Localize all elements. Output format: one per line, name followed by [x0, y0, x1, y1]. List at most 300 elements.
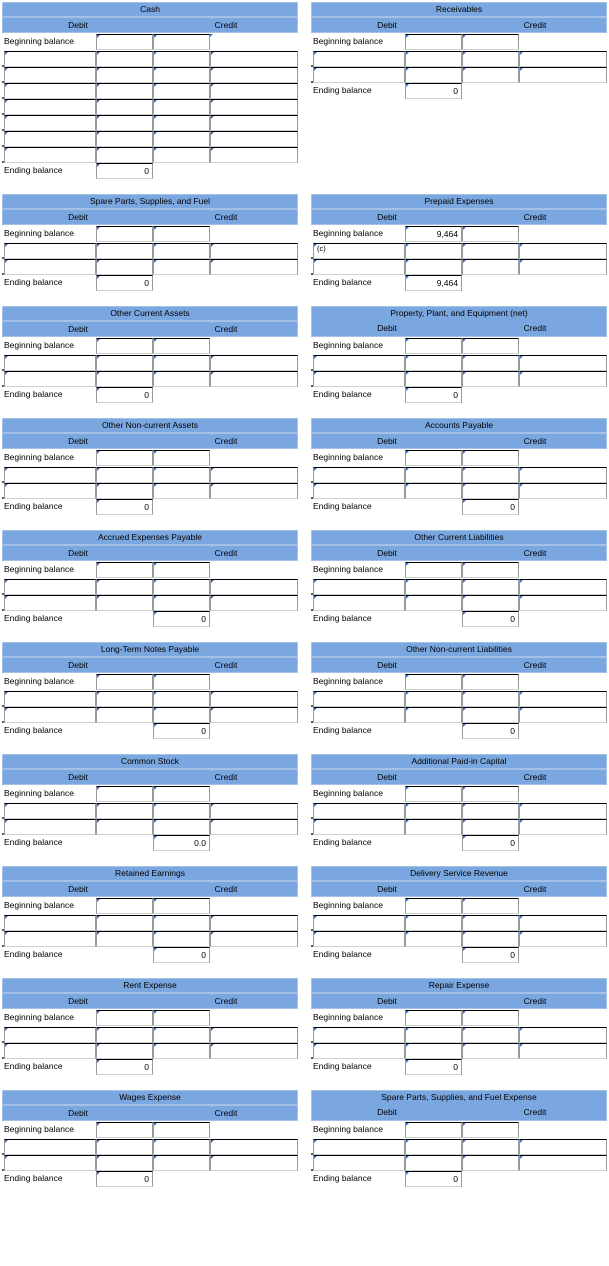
entry-extra-input[interactable] — [210, 595, 298, 611]
entry-extra-input[interactable] — [519, 915, 607, 931]
entry-ref-input[interactable] — [313, 1155, 405, 1171]
credit-header: Credit — [523, 436, 547, 446]
beginning-balance-row — [2, 1010, 298, 1026]
entry-extra-input[interactable] — [519, 803, 607, 819]
entry-extra-input[interactable] — [210, 1027, 298, 1043]
beginning-balance-label: Beginning balance — [4, 900, 74, 910]
entry-debit-input[interactable] — [96, 147, 153, 163]
entry-ref-input[interactable] — [4, 243, 96, 259]
entry-debit-input[interactable] — [405, 931, 462, 947]
account-title: Other Non-current Liabilities — [311, 642, 607, 657]
beginning-debit-input[interactable] — [96, 450, 153, 466]
entry-credit-input[interactable] — [153, 819, 210, 835]
beginning-balance-label: Beginning balance — [4, 340, 74, 350]
beginning-credit-input[interactable] — [462, 450, 519, 466]
entry-credit-input[interactable] — [462, 803, 519, 819]
ending-balance-label: Ending balance — [4, 389, 63, 399]
entry-extra-input[interactable] — [210, 355, 298, 371]
ending-balance-label: Ending balance — [313, 277, 372, 287]
column-headers — [311, 769, 607, 785]
entry-row — [311, 51, 607, 67]
entry-credit-input[interactable] — [153, 1043, 210, 1059]
entry-extra-input[interactable] — [210, 131, 298, 147]
entry-debit-input[interactable] — [405, 915, 462, 931]
ending-balance-value: 0 — [96, 499, 153, 515]
entry-debit-input[interactable] — [405, 67, 462, 83]
entry-ref-input[interactable] — [4, 483, 96, 499]
entry-ref-input[interactable] — [4, 579, 96, 595]
entry-ref-input[interactable] — [313, 67, 405, 83]
beginning-credit-input[interactable] — [462, 1122, 519, 1138]
debit-header: Debit — [377, 212, 397, 222]
entry-credit-input[interactable] — [153, 691, 210, 707]
entry-credit-input[interactable] — [153, 115, 210, 131]
ending-balance-value: 0 — [405, 387, 462, 403]
debit-header: Debit — [68, 436, 88, 446]
entry-extra-input[interactable] — [519, 691, 607, 707]
entry-extra-input[interactable] — [210, 1043, 298, 1059]
beginning-debit-input[interactable] — [405, 1122, 462, 1138]
entry-debit-input[interactable] — [405, 483, 462, 499]
entry-debit-input[interactable] — [405, 259, 462, 275]
ending-balance-value: 0 — [96, 1171, 153, 1187]
beginning-credit-input[interactable] — [462, 338, 519, 354]
entry-credit-input[interactable] — [462, 355, 519, 371]
entry-credit-input[interactable] — [462, 819, 519, 835]
entry-credit-input[interactable] — [462, 467, 519, 483]
credit-header: Credit — [214, 548, 238, 558]
entry-debit-input[interactable] — [96, 595, 153, 611]
entry-debit-input[interactable] — [96, 131, 153, 147]
entry-ref-input[interactable] — [4, 803, 96, 819]
entry-row — [311, 355, 607, 371]
entry-ref-input[interactable] — [313, 1027, 405, 1043]
entry-debit-input[interactable] — [405, 371, 462, 387]
beginning-debit-input[interactable] — [405, 562, 462, 578]
entry-credit-input[interactable] — [462, 931, 519, 947]
entry-credit-input[interactable] — [153, 595, 210, 611]
entry-debit-input[interactable] — [96, 803, 153, 819]
entry-row — [2, 803, 298, 819]
debit-header: Debit — [377, 20, 397, 30]
entry-extra-input[interactable] — [210, 467, 298, 483]
entry-debit-input[interactable] — [96, 99, 153, 115]
entry-credit-input[interactable] — [153, 83, 210, 99]
debit-header: Debit — [68, 20, 88, 30]
entry-ref-input[interactable] — [4, 595, 96, 611]
entry-extra-input[interactable] — [519, 243, 607, 259]
beginning-debit-input[interactable] — [96, 562, 153, 578]
credit-header: Credit — [523, 660, 547, 670]
entry-ref-input[interactable] — [313, 691, 405, 707]
beginning-balance-label: Beginning balance — [313, 36, 383, 46]
entry-credit-input[interactable] — [153, 355, 210, 371]
ending-balance-row — [2, 163, 298, 179]
beginning-debit-input[interactable] — [405, 34, 462, 50]
entry-extra-input[interactable] — [210, 83, 298, 99]
entry-ref-input[interactable] — [4, 115, 96, 131]
beginning-debit-input[interactable] — [405, 674, 462, 690]
entry-debit-input[interactable] — [96, 915, 153, 931]
entry-extra-input[interactable] — [210, 707, 298, 723]
entry-ref-input[interactable] — [313, 803, 405, 819]
entry-extra-input[interactable] — [210, 147, 298, 163]
beginning-debit-input[interactable] — [405, 338, 462, 354]
beginning-credit-input[interactable] — [462, 1010, 519, 1026]
entry-row — [2, 51, 298, 67]
entry-debit-input[interactable] — [405, 467, 462, 483]
entry-ref-input[interactable] — [4, 915, 96, 931]
beginning-credit-input[interactable] — [462, 674, 519, 690]
ending-balance-value: 0 — [462, 835, 519, 851]
entry-ref-input[interactable] — [313, 931, 405, 947]
entry-credit-input[interactable] — [462, 243, 519, 259]
entry-credit-input[interactable] — [153, 243, 210, 259]
ending-balance-row — [2, 275, 298, 291]
entry-ref-input[interactable] — [313, 467, 405, 483]
entry-extra-input[interactable] — [519, 931, 607, 947]
beginning-credit-input[interactable] — [462, 562, 519, 578]
ending-balance-row — [311, 1171, 607, 1187]
ending-balance-row — [2, 611, 298, 627]
entry-ref-input[interactable] — [313, 371, 405, 387]
account-title: Retained Earnings — [2, 866, 298, 881]
entry-extra-input[interactable] — [519, 483, 607, 499]
entry-credit-input[interactable] — [153, 99, 210, 115]
entry-extra-input[interactable] — [210, 67, 298, 83]
entry-credit-input[interactable] — [153, 483, 210, 499]
entry-extra-input[interactable] — [210, 99, 298, 115]
entry-row — [2, 371, 298, 387]
ending-balance-row — [311, 83, 607, 99]
column-headers — [311, 1090, 607, 1121]
entry-debit-input[interactable] — [405, 1043, 462, 1059]
beginning-balance-row — [2, 674, 298, 690]
debit-header: Debit — [68, 324, 88, 334]
entry-ref-input[interactable] — [4, 1027, 96, 1043]
entry-extra-input[interactable] — [210, 931, 298, 947]
entry-extra-input[interactable] — [519, 1043, 607, 1059]
entry-row — [2, 819, 298, 835]
entry-credit-input[interactable] — [462, 707, 519, 723]
entry-extra-input[interactable] — [210, 243, 298, 259]
entry-ref-input[interactable] — [4, 51, 96, 67]
entry-debit-input[interactable] — [96, 691, 153, 707]
entry-debit-input[interactable] — [96, 707, 153, 723]
entry-debit-input[interactable] — [96, 467, 153, 483]
entry-debit-input[interactable] — [405, 1155, 462, 1171]
ending-balance-value: 0 — [462, 611, 519, 627]
entry-credit-input[interactable] — [153, 803, 210, 819]
entry-credit-input[interactable] — [462, 483, 519, 499]
entry-credit-input[interactable] — [153, 371, 210, 387]
entry-extra-input[interactable] — [519, 1027, 607, 1043]
entry-extra-input[interactable] — [519, 467, 607, 483]
beginning-debit-input[interactable] — [405, 786, 462, 802]
entry-credit-input[interactable] — [153, 131, 210, 147]
entry-extra-input[interactable] — [519, 259, 607, 275]
entry-ref-input[interactable] — [4, 67, 96, 83]
entry-row — [2, 915, 298, 931]
entry-ref-input[interactable] — [313, 595, 405, 611]
column-headers — [2, 545, 298, 561]
debit-header: Debit — [377, 548, 397, 558]
entry-debit-input[interactable] — [405, 243, 462, 259]
entry-ref-input[interactable] — [4, 131, 96, 147]
entry-row — [2, 707, 298, 723]
entry-row — [311, 595, 607, 611]
entry-extra-input[interactable] — [519, 1155, 607, 1171]
entry-ref-input[interactable] — [313, 1043, 405, 1059]
entry-row — [311, 67, 607, 83]
entry-extra-input[interactable] — [210, 1155, 298, 1171]
entry-extra-input[interactable] — [519, 1139, 607, 1155]
entry-credit-input[interactable] — [153, 147, 210, 163]
entry-debit-input[interactable] — [405, 803, 462, 819]
entry-extra-input[interactable] — [210, 579, 298, 595]
beginning-debit-input[interactable] — [405, 1010, 462, 1026]
beginning-debit-input[interactable] — [96, 338, 153, 354]
entry-credit-input[interactable] — [153, 67, 210, 83]
entry-credit-input[interactable] — [462, 1027, 519, 1043]
entry-credit-input[interactable] — [153, 579, 210, 595]
entry-credit-input[interactable] — [462, 371, 519, 387]
entry-extra-input[interactable] — [519, 819, 607, 835]
beginning-credit-input[interactable] — [153, 674, 210, 690]
beginning-balance-label: Beginning balance — [4, 788, 74, 798]
entry-row — [2, 931, 298, 947]
entry-ref-input[interactable] — [4, 467, 96, 483]
entry-row — [311, 371, 607, 387]
ending-balance-label: Ending balance — [313, 613, 372, 623]
beginning-debit-input[interactable] — [96, 34, 153, 50]
beginning-debit-input[interactable] — [96, 674, 153, 690]
entry-ref-input[interactable] — [4, 931, 96, 947]
ending-balance-value: 0 — [153, 723, 210, 739]
entry-credit-input[interactable] — [153, 1155, 210, 1171]
entry-ref-input[interactable] — [4, 147, 96, 163]
ending-balance-row — [311, 499, 607, 515]
entry-credit-input[interactable] — [462, 67, 519, 83]
entry-credit-input[interactable] — [153, 259, 210, 275]
beginning-credit-input[interactable] — [462, 898, 519, 914]
entry-debit-input[interactable] — [405, 1139, 462, 1155]
entry-debit-input[interactable] — [96, 1139, 153, 1155]
entry-extra-input[interactable] — [210, 259, 298, 275]
entry-row — [2, 1155, 298, 1171]
beginning-balance-label: Beginning balance — [313, 676, 383, 686]
column-headers — [2, 1105, 298, 1121]
debit-header: Debit — [377, 772, 397, 782]
ending-debit-value: 0 — [96, 163, 153, 179]
entry-credit-input[interactable] — [462, 1155, 519, 1171]
entry-row — [2, 243, 298, 259]
entry-ref-input[interactable] — [4, 1155, 96, 1171]
entry-ref-input[interactable] — [313, 243, 405, 259]
credit-header: Credit — [214, 660, 238, 670]
debit-header: Debit — [377, 323, 397, 333]
entry-debit-input[interactable] — [405, 707, 462, 723]
entry-extra-input[interactable] — [210, 691, 298, 707]
entry-debit-input[interactable] — [96, 1027, 153, 1043]
entry-credit-input[interactable] — [462, 1139, 519, 1155]
entry-ref-input[interactable] — [313, 819, 405, 835]
entry-ref-input[interactable] — [4, 707, 96, 723]
entry-debit-input[interactable] — [405, 51, 462, 67]
entry-debit-input[interactable] — [96, 371, 153, 387]
entry-ref-input[interactable] — [313, 483, 405, 499]
entry-credit-input[interactable] — [462, 1043, 519, 1059]
entry-credit-input[interactable] — [462, 259, 519, 275]
entry-debit-input[interactable] — [96, 819, 153, 835]
entry-debit-input[interactable] — [405, 819, 462, 835]
entry-credit-input[interactable] — [462, 579, 519, 595]
entry-debit-input[interactable] — [405, 579, 462, 595]
entry-ref-input[interactable] — [313, 51, 405, 67]
entry-debit-input[interactable] — [405, 355, 462, 371]
entry-extra-input[interactable] — [519, 707, 607, 723]
entry-extra-input[interactable] — [210, 1139, 298, 1155]
entry-extra-input[interactable] — [519, 371, 607, 387]
entry-debit-input[interactable] — [96, 483, 153, 499]
entry-credit-input[interactable] — [462, 595, 519, 611]
entry-credit-input[interactable] — [153, 1139, 210, 1155]
entry-extra-input[interactable] — [519, 51, 607, 67]
entry-extra-input[interactable] — [210, 803, 298, 819]
entry-ref-input[interactable] — [313, 259, 405, 275]
entry-credit-input[interactable] — [153, 51, 210, 67]
beginning-debit-input[interactable] — [405, 898, 462, 914]
entry-ref-input[interactable] — [313, 579, 405, 595]
entry-debit-input[interactable] — [96, 243, 153, 259]
credit-header: Credit — [214, 1108, 238, 1118]
debit-header: Debit — [377, 996, 397, 1006]
entry-ref-input[interactable] — [4, 99, 96, 115]
entry-ref-input[interactable] — [313, 707, 405, 723]
ending-balance-row — [311, 1059, 607, 1075]
entry-debit-input[interactable] — [96, 1043, 153, 1059]
ending-balance-value: 0 — [96, 387, 153, 403]
entry-debit-input[interactable] — [96, 67, 153, 83]
ending-balance-row — [311, 387, 607, 403]
entry-debit-input[interactable] — [405, 1027, 462, 1043]
debit-header: Debit — [68, 548, 88, 558]
beginning-credit-input[interactable] — [153, 786, 210, 802]
entry-ref-input[interactable] — [4, 691, 96, 707]
entry-ref-input[interactable] — [313, 915, 405, 931]
ending-balance-label: Ending balance — [4, 165, 63, 175]
beginning-credit-input[interactable] — [462, 786, 519, 802]
beginning-credit-input[interactable] — [153, 898, 210, 914]
entry-ref-input[interactable] — [4, 355, 96, 371]
entry-row — [311, 483, 607, 499]
debit-header: Debit — [68, 772, 88, 782]
entry-row — [2, 131, 298, 147]
beginning-debit-input[interactable] — [405, 450, 462, 466]
entry-row — [2, 595, 298, 611]
entry-credit-input[interactable] — [153, 467, 210, 483]
beginning-credit-input[interactable] — [153, 338, 210, 354]
entry-debit-input[interactable] — [405, 691, 462, 707]
beginning-balance-row — [2, 1122, 298, 1138]
beginning-debit-input[interactable] — [96, 1010, 153, 1026]
entry-ref-input[interactable] — [4, 819, 96, 835]
entry-credit-input[interactable] — [462, 915, 519, 931]
entry-row — [2, 259, 298, 275]
beginning-balance-label: Beginning balance — [313, 1124, 383, 1134]
entry-debit-input[interactable] — [96, 51, 153, 67]
column-headers — [311, 209, 607, 225]
entry-ref-input[interactable] — [4, 1043, 96, 1059]
entry-credit-input[interactable] — [153, 915, 210, 931]
beginning-credit-input[interactable] — [153, 450, 210, 466]
beginning-credit-input[interactable] — [153, 226, 210, 242]
entry-debit-input[interactable] — [96, 355, 153, 371]
column-headers — [311, 306, 607, 337]
entry-credit-input[interactable] — [462, 691, 519, 707]
beginning-credit-input[interactable] — [462, 34, 519, 50]
entry-row — [311, 259, 607, 275]
entry-ref-input[interactable] — [4, 83, 96, 99]
beginning-debit-value[interactable]: 9,464 — [405, 226, 462, 242]
beginning-debit-input[interactable] — [96, 1122, 153, 1138]
beginning-credit-input[interactable] — [153, 1010, 210, 1026]
entry-debit-input[interactable] — [96, 1155, 153, 1171]
entry-debit-input[interactable] — [405, 595, 462, 611]
entry-extra-input[interactable] — [210, 51, 298, 67]
entry-ref-input[interactable] — [4, 259, 96, 275]
entry-debit-input[interactable] — [96, 579, 153, 595]
column-headers — [2, 657, 298, 673]
entry-debit-input[interactable] — [96, 259, 153, 275]
entry-extra-input[interactable] — [210, 819, 298, 835]
entry-extra-input[interactable] — [210, 371, 298, 387]
entry-extra-input[interactable] — [210, 115, 298, 131]
entry-extra-input[interactable] — [519, 579, 607, 595]
entry-ref-input[interactable] — [4, 1139, 96, 1155]
beginning-credit-input[interactable] — [462, 226, 519, 242]
beginning-balance-row — [2, 450, 298, 466]
entry-debit-input[interactable] — [96, 83, 153, 99]
beginning-debit-input[interactable] — [96, 786, 153, 802]
beginning-debit-input[interactable] — [96, 226, 153, 242]
beginning-credit-input[interactable] — [153, 562, 210, 578]
beginning-balance-row — [311, 338, 607, 354]
beginning-balance-row — [311, 674, 607, 690]
entry-credit-input[interactable] — [153, 1027, 210, 1043]
ending-balance-row — [2, 1059, 298, 1075]
entry-credit-input[interactable] — [462, 51, 519, 67]
t-account-wages-expense — [2, 1090, 298, 1266]
beginning-debit-input[interactable] — [96, 898, 153, 914]
entry-extra-input[interactable] — [519, 355, 607, 371]
entry-ref-input[interactable] — [313, 1139, 405, 1155]
beginning-credit-input[interactable] — [153, 1122, 210, 1138]
entry-debit-input[interactable] — [96, 115, 153, 131]
entry-credit-input[interactable] — [153, 707, 210, 723]
entry-extra-input[interactable] — [210, 483, 298, 499]
entry-ref-input[interactable] — [313, 355, 405, 371]
entry-extra-input[interactable] — [519, 67, 607, 83]
beginning-credit-input[interactable] — [153, 34, 210, 50]
entry-extra-input[interactable] — [210, 915, 298, 931]
entry-debit-input[interactable] — [96, 931, 153, 947]
entry-credit-input[interactable] — [153, 931, 210, 947]
ending-balance-value: 0 — [153, 947, 210, 963]
beginning-balance-label: Beginning balance — [313, 340, 383, 350]
entry-ref-input[interactable] — [4, 371, 96, 387]
entry-extra-input[interactable] — [519, 595, 607, 611]
